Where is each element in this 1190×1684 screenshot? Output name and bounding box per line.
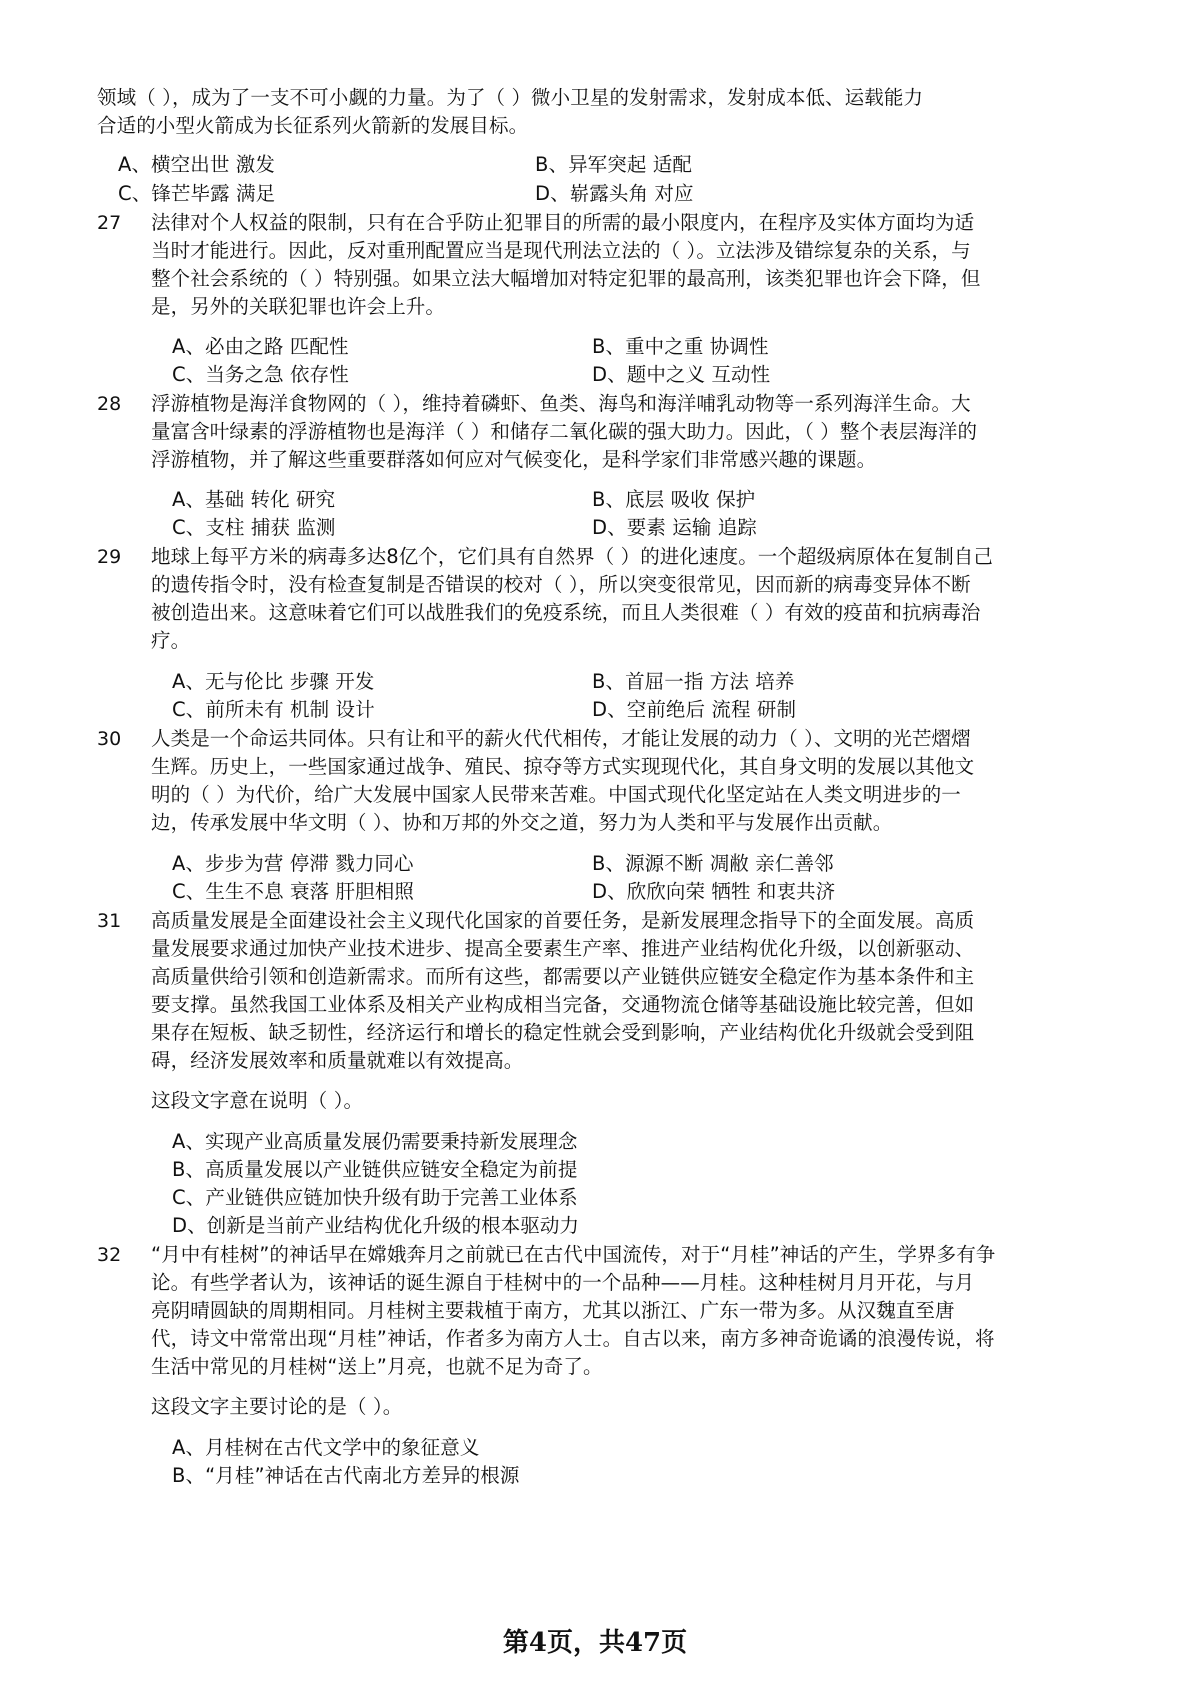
q31-stem-line: 高质量发展是全面建设社会主义现代化国家的首要任务，是新发展理念指导下的全面发展。高质	[151, 909, 975, 932]
question-number: 28	[97, 393, 122, 415]
q27-stem-line: 法律对个人权益的限制，只有在合乎防止犯罪目的所需的最小限度内，在程序及实体方面均为适	[151, 211, 975, 234]
q30-option-b: B、源源不断 凋敝 亲仁善邻	[592, 852, 834, 875]
q30-option-d: D、欣欣向荣 牺牲 和衷共济	[592, 880, 836, 903]
q29-stem-line: 的遗传指令时，没有检查复制是否错误的校对（ ），所以突变很常见，因而新的病毒变异体不断	[151, 573, 971, 596]
q29-option-d: D、空前绝后 流程 研制	[592, 698, 797, 721]
q31-stem-line: 碍，经济发展效率和质量就难以有效提高。	[151, 1049, 524, 1072]
q32-prompt: 这段文字主要讨论的是（ ）。	[151, 1395, 403, 1418]
question-number: 30	[97, 728, 122, 750]
q31-option-c: C、产业链供应链加快升级有助于完善工业体系	[172, 1186, 578, 1209]
q26-stem-line: 合适的小型火箭成为长征系列火箭新的发展目标。	[97, 114, 529, 137]
q31-option-b: B、高质量发展以产业链供应链安全稳定为前提	[172, 1158, 578, 1181]
q30-stem-line: 生辉。历史上，一些国家通过战争、殖民、掠夺等方式实现现代化，其自身文明的发展以其他文	[151, 755, 975, 778]
question-number: 31	[97, 910, 122, 932]
q27-stem-line: 整个社会系统的（ ）特别强。如果立法大幅增加对特定犯罪的最高刑，该类犯罪也许会下降，但	[151, 267, 981, 290]
q29-option-b: B、首屈一指 方法 培养	[592, 670, 795, 693]
q29-stem-line: 地球上每平方米的病毒多达8亿个，它们具有自然界（ ）的进化速度。一个超级病原体在复制自己	[151, 545, 994, 568]
question-number: 32	[97, 1244, 122, 1266]
q32-stem-line: 代，诗文中常常出现“月桂”神话，作者多为南方人士。自古以来，南方多神奇诡谲的浪漫传说，将	[151, 1327, 995, 1350]
q26-option-d: D、崭露头角 对应	[535, 182, 694, 205]
q30-option-c: C、生生不息 衰落 肝胆相照	[172, 880, 414, 903]
q32-option-a: A、月桂树在古代文学中的象征意义	[172, 1436, 480, 1459]
question-number: 27	[97, 212, 122, 234]
q32-option-b: B、“月桂”神话在古代南北方差异的根源	[172, 1464, 520, 1487]
q31-stem-line: 要支撑。虽然我国工业体系及相关产业构成相当完备，交通物流仓储等基础设施比较完善，但如	[151, 993, 975, 1016]
page-footer: 第4页，共47页	[502, 1628, 688, 1658]
q31-stem-line: 果存在短板、缺乏韧性，经济运行和增长的稳定性就会受到影响，产业结构优化升级就会受到阻	[151, 1021, 975, 1044]
q28-option-b: B、底层 吸收 保护	[592, 488, 756, 511]
q28-stem-line: 浮游植物是海洋食物网的（ ），维持着磷虾、鱼类、海鸟和海洋哺乳动物等一系列海洋生命。大	[151, 392, 971, 415]
q31-stem-line: 高质量供给引领和创造新需求。而所有这些，都需要以产业链供应链安全稳定作为基本条件和主	[151, 965, 975, 988]
q27-option-a: A、必由之路 匹配性	[172, 335, 349, 358]
q26-stem-line: 领域（ ），成为了一支不可小觑的力量。为了（ ）微小卫星的发射需求，发射成本低、运载能力	[97, 86, 924, 109]
q29-option-a: A、无与伦比 步骤 开发	[172, 670, 375, 693]
q28-option-c: C、支柱 捕获 监测	[172, 516, 336, 539]
q27-option-b: B、重中之重 协调性	[592, 335, 769, 358]
q26-option-b: B、异军突起 适配	[535, 153, 692, 176]
q27-stem-line: 当时才能进行。因此，反对重刑配置应当是现代刑法立法的（ ）。立法涉及错综复杂的关系，与	[151, 239, 971, 262]
q32-stem-line: 论。有些学者认为，该神话的诞生源自于桂树中的一个品种——月桂。这种桂树月月开花，与月	[151, 1271, 975, 1294]
q30-stem-line: 明的（ ）为代价，给广大发展中国家人民带来苦难。中国式现代化坚定站在人类文明进步的一	[151, 783, 961, 806]
q32-stem-line: “月中有桂树”的神话早在嫦娥奔月之前就已在古代中国流传，对于“月桂”神话的产生，学界多有争	[151, 1243, 996, 1266]
q27-option-d: D、题中之义 互动性	[592, 363, 771, 386]
q31-prompt: 这段文字意在说明（ ）。	[151, 1089, 364, 1112]
q28-stem-line: 浮游植物，并了解这些重要群落如何应对气候变化，是科学家们非常感兴趣的课题。	[151, 448, 877, 471]
q31-option-a: A、实现产业高质量发展仍需要秉持新发展理念	[172, 1130, 578, 1153]
q29-stem-line: 疗。	[151, 629, 191, 652]
q30-stem-line: 边，传承发展中华文明（ ）、协和万邦的外交之道，努力为人类和平与发展作出贡献。	[151, 811, 893, 834]
q29-option-c: C、前所未有 机制 设计	[172, 698, 375, 721]
q31-stem-line: 量发展要求通过加快产业技术进步、提高全要素生产率、推进产业结构优化升级，以创新驱动、	[151, 937, 975, 960]
q32-stem-line: 生活中常见的月桂树“送上”月亮，也就不足为奇了。	[151, 1355, 603, 1378]
q29-stem-line: 被创造出来。这意味着它们可以战胜我们的免疫系统，而且人类很难（ ）有效的疫苗和抗病毒治	[151, 601, 981, 624]
q26-option-c: C、锋芒毕露 满足	[118, 182, 276, 205]
q30-stem-line: 人类是一个命运共同体。只有让和平的薪火代代相传，才能让发展的动力（ ）、文明的光芒熠熠	[151, 727, 971, 750]
question-number: 29	[97, 546, 122, 568]
q28-option-a: A、基础 转化 研究	[172, 488, 336, 511]
q26-option-a: A、横空出世 激发	[118, 153, 275, 176]
q32-stem-line: 亮阴晴圆缺的周期相同。月桂树主要栽植于南方，尤其以浙江、广东一带为多。从汉魏直至唐	[151, 1299, 955, 1322]
q27-stem-line: 是，另外的关联犯罪也许会上升。	[151, 295, 446, 318]
q27-option-c: C、当务之急 依存性	[172, 363, 349, 386]
q31-option-d: D、创新是当前产业结构优化升级的根本驱动力	[172, 1214, 580, 1237]
q30-option-a: A、步步为营 停滞 戮力同心	[172, 852, 414, 875]
q28-stem-line: 量富含叶绿素的浮游植物也是海洋（ ）和储存二氧化碳的强大助力。因此，（ ）整个表层海洋的	[151, 420, 978, 443]
q28-option-d: D、要素 运输 追踪	[592, 516, 757, 539]
